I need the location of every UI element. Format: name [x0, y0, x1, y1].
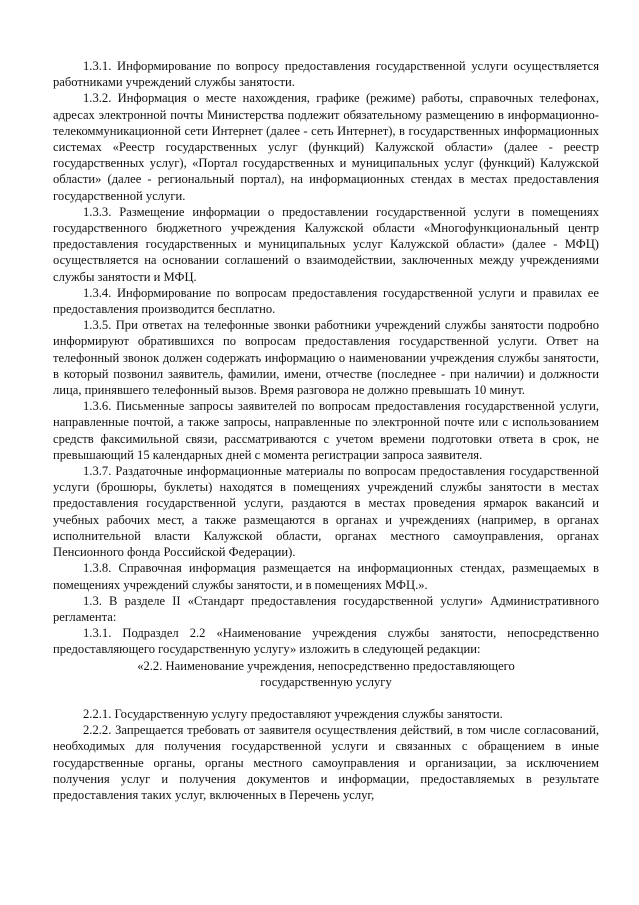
document-page [53, 58, 599, 803]
paragraph-2-2-1: 2.2.1. Государственную услугу предоставляют учреждения службы занятости. [83, 706, 503, 721]
paragraph-1-3-7: 1.3.7. Раздаточные информационные материалы по вопросам предоставления государственной услуги (брошюры, буклеты) находятся в помещениях учреждений службы занятости в местах предоставления государственной услуги, раздаются в местах проведения ярмарок вакансий и учебных рабочих мест, а также размещаются в органах и учреждениях (например, в органах исполнительной власти Калужской области, органах местного самоуправления, органах Пенсионного фонда Российской Федерации). [53, 464, 599, 560]
section-heading-line-2: государственную услугу [260, 674, 392, 689]
paragraph-1-3-6: 1.3.6. Письменные запросы заявителей по вопросам предоставления государственной услуги, направленные почтой, а также запросы, направленные по электронной почте или с использованием средств факсимильной связи, рассматриваются с учетом времени подготовки ответа в срок, не превышающий 15 календарных дней с момента регистрации запроса заявителя. [53, 399, 599, 462]
paragraph-1-3-3: 1.3.3. Размещение информации о предоставлении государственной услуги в помещениях государственного бюджетного учреждения Калужской области «Многофункциональный центр предоставления государственных и муниципальных услуг Калужской области» (далее - МФЦ) осуществляется на основании соглашений о взаимодействии, заключенных между учреждениями службы занятости и МФЦ. [53, 204, 599, 284]
paragraph-1-3-4: 1.3.4. Информирование по вопросам предоставления государственной услуги и правилах ее предоставления производится бесплатно. [53, 285, 599, 317]
paragraph-1-3-5: 1.3.5. При ответах на телефонные звонки работники учреждений службы занятости подробно информируют обратившихся по вопросам предоставления государственной услуги. Ответ на телефонный звонок должен содержать информацию о наименовании учреждения службы занятости, в который позвонил заявитель, фамилии, имени, отчестве (последнее - при наличии) и должности лица, принявшего телефонный вызов. Время разговора не должно превышать 10 минут. [53, 318, 599, 398]
paragraph-1-3-8: 1.3.8. Справочная информация размещается на информационных стендах, размещаемых в помещениях учреждений службы занятости, и в помещениях МФЦ.». [53, 561, 599, 592]
paragraph-2-2-2: 2.2.2. Запрещается требовать от заявителя осуществления действий, в том числе согласований, необходимых для получения государственной услуги и связанных с обращением в иные государственные органы, органы местного самоуправления и организации, за исключением получения услуг и получения документов и информации, предоставляемых в результате предоставления таких услуг, включенных в Перечень услуг, [53, 723, 599, 802]
paragraph-subsection-2-2-amendment: 1.3.1. Подраздел 2.2 «Наименование учреждения службы занятости, непосредственно предоставляющего государственную услугу» изложить в следующей редакции: [53, 626, 599, 657]
paragraph-section-ii-amendment: 1.3. В разделе II «Стандарт предоставления государственной услуги» Административного регламента: [53, 593, 599, 624]
paragraph-1-3-2: 1.3.2. Информация о месте нахождения, графике (режиме) работы, справочных телефонах, адресах электронной почты Министерства подлежит обязательному размещению в информационно-телекоммуникационной сети Интернет (далее - сеть Интернет), в государственных информационных системах «Реестр государственных услуг (функций) Калужской области» (далее - реестр государственных услуг), «Портал государственных и муниципальных услуг (функций) Калужской области» (далее - региональный портал), на информационных стендах в местах предоставления государственной услуги. [53, 91, 599, 203]
section-heading-line-1: «2.2. Наименование учреждения, непосредственно предоставляющего [137, 658, 515, 673]
paragraph-1-3-1: 1.3.1. Информирование по вопросу предоставления государственной услуги осуществляется работниками учреждений службы занятости. [53, 59, 599, 90]
